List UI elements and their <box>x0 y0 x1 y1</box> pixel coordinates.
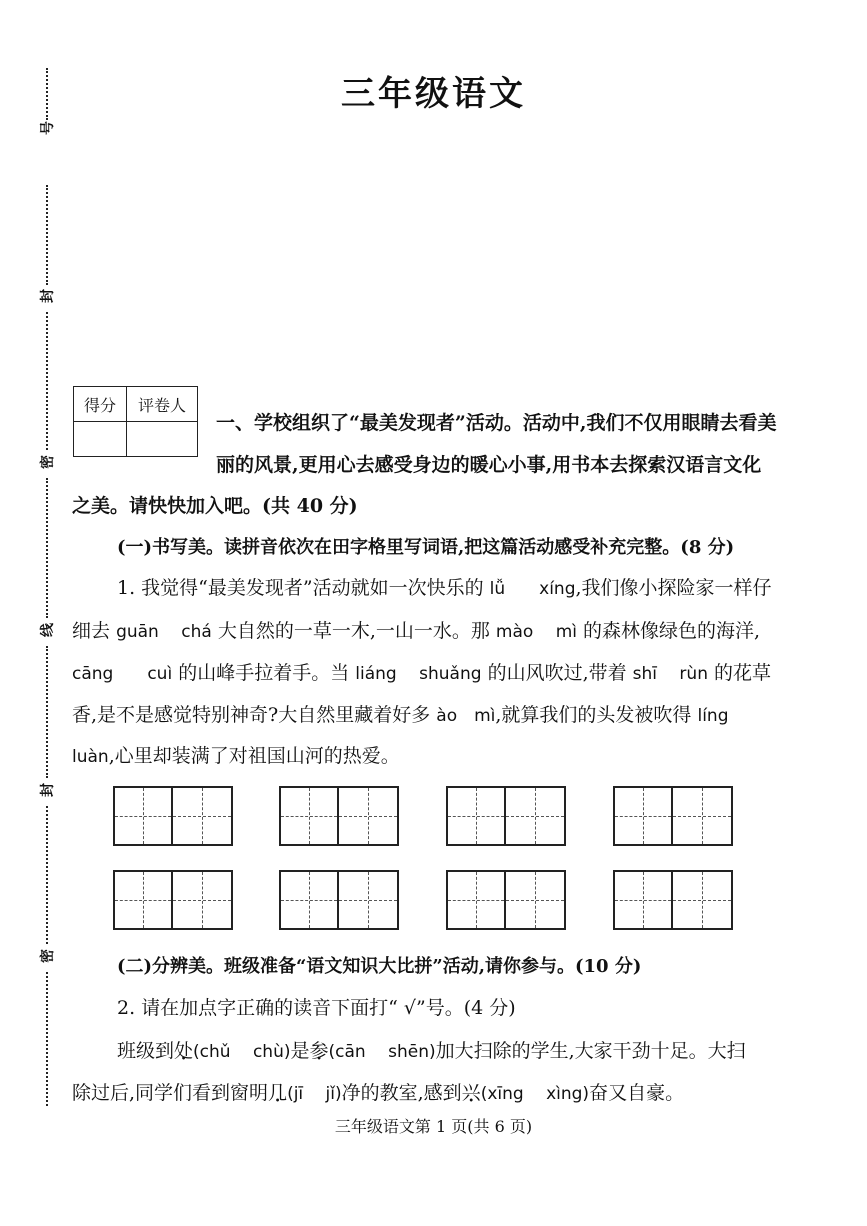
writing-grid-1[interactable] <box>113 786 233 846</box>
binding-char-mi-1: 密 <box>40 455 56 469</box>
grid-cell[interactable] <box>506 870 566 930</box>
q2-line2 <box>72 1079 684 1108</box>
option-xing[interactable]: (xīng xìng) <box>480 1084 590 1104</box>
writing-grid-2[interactable] <box>279 786 399 846</box>
pinyin-ling: líng <box>697 706 729 726</box>
pinyin-maomi: mào mì <box>495 622 577 642</box>
grid-cell[interactable] <box>506 786 566 846</box>
q1-line2 <box>72 617 760 646</box>
option-chu[interactable]: (chǔ chù) <box>193 1042 291 1062</box>
binding-char-xian: 线 <box>40 623 56 637</box>
grid-cell[interactable] <box>446 870 506 930</box>
binding-dotted-line-4 <box>46 478 48 618</box>
dotted-char-ji: 几 <box>268 1082 288 1104</box>
binding-dotted-line-7 <box>46 972 48 1106</box>
writing-grid-3[interactable] <box>446 786 566 846</box>
writing-grid-7[interactable] <box>446 870 566 930</box>
q1-line3 <box>72 659 771 688</box>
writing-grid-5[interactable] <box>113 870 233 930</box>
dotted-char-can: 参 <box>309 1040 329 1062</box>
q1-text-2c: 的森林像绿色的海洋, <box>583 620 761 642</box>
score-input-cell[interactable] <box>74 422 127 457</box>
q1-text-4b: ,就算我们的头发被吹得 <box>495 704 692 726</box>
score-box <box>73 386 198 457</box>
grid-cell[interactable] <box>613 786 673 846</box>
writing-grid-6[interactable] <box>279 870 399 930</box>
pinyin-guancha: guān chá <box>116 622 212 642</box>
binding-dotted-line-6 <box>46 806 48 944</box>
grid-cell[interactable] <box>613 870 673 930</box>
q1-line5 <box>72 742 400 771</box>
q2-text-2: 是 <box>290 1040 310 1062</box>
binding-char-feng-2: 封 <box>40 783 56 797</box>
binding-char-mi-2: 密 <box>40 949 56 963</box>
q1-text-4a: 香,是不是感觉特别神奇?大自然里藏着好多 <box>72 704 431 726</box>
grid-cell[interactable] <box>673 786 733 846</box>
pinyin-luan: luàn <box>72 747 109 767</box>
score-label: 得分 <box>74 387 127 422</box>
q1-text-5a: ,心里却装满了对祖国山河的热爱。 <box>108 745 400 767</box>
grid-cell[interactable] <box>339 786 399 846</box>
dotted-char-chu: 处 <box>174 1040 194 1062</box>
grid-cell[interactable] <box>279 870 339 930</box>
pinyin-cangcui: cāng cuì <box>72 664 173 684</box>
page-footer: 三年级语文第 1 页(共 6 页) <box>334 1117 533 1136</box>
grid-cell[interactable] <box>113 786 173 846</box>
grid-cell[interactable] <box>446 786 506 846</box>
q2-stem: 2. 请在加点字正确的读音下面打“ √”号。(4 分) <box>117 997 516 1019</box>
q1-text-3a: 的山峰手拉着手。当 <box>178 662 350 684</box>
q1-line1 <box>117 574 772 603</box>
q1-text-3b: 的山风吹过,带着 <box>487 662 627 684</box>
writing-grid-4[interactable] <box>613 786 733 846</box>
binding-char-feng-1: 封 <box>40 289 56 303</box>
q2-line1 <box>117 1037 746 1066</box>
section1-line3: 之美。请快快加入吧。(共 40 分) <box>72 495 358 517</box>
q1-text-1b: ,我们像小探险家一样仔 <box>575 577 772 599</box>
option-ji[interactable]: (jī jǐ) <box>287 1084 342 1104</box>
pinyin-lvxing: lǚ xíng <box>489 579 576 599</box>
q2-text-1: 班级到 <box>117 1040 175 1062</box>
pinyin-liangshuang: liáng shuǎng <box>355 664 482 684</box>
binding-dotted-line-5 <box>46 646 48 778</box>
grader-label: 评卷人 <box>127 387 198 422</box>
section1-line2: 丽的风景,更用心去感受身边的暖心小事,用书本去探索汉语言文化 <box>216 454 762 476</box>
q1-text-1a: 1. 我觉得“最美发现者”活动就如一次快乐的 <box>117 577 484 599</box>
pinyin-shirun: shī rùn <box>632 664 708 684</box>
grid-cell[interactable] <box>673 870 733 930</box>
q1-text-3c: 的花草 <box>714 662 772 684</box>
part1-heading: (一)书写美。读拼音依次在田字格里写词语,把这篇活动感受补充完整。(8 分) <box>117 537 735 558</box>
page-title: 三年级语文 <box>341 74 526 114</box>
grid-cell[interactable] <box>173 870 233 930</box>
writing-grid-8[interactable] <box>613 870 733 930</box>
grid-cell[interactable] <box>339 870 399 930</box>
grader-input-cell[interactable] <box>127 422 198 457</box>
q2-text-4: 除过后,同学们看到窗明 <box>72 1082 269 1104</box>
q1-line4 <box>72 701 729 730</box>
dotted-char-xing: 兴 <box>461 1082 481 1104</box>
binding-dotted-line-3 <box>46 312 48 450</box>
q2-text-6: 奋又自豪。 <box>589 1082 685 1104</box>
grid-cell[interactable] <box>173 786 233 846</box>
binding-dotted-line-2 <box>46 185 48 285</box>
binding-char-hao: 号 <box>40 121 56 135</box>
option-can[interactable]: (cān shēn) <box>328 1042 436 1062</box>
part2-heading: (二)分辨美。班级准备“语文知识大比拼”活动,请你参与。(10 分) <box>117 956 642 977</box>
section1-line1: 一、学校组织了“最美发现者”活动。活动中,我们不仅用眼睛去看美 <box>216 412 777 434</box>
grid-cell[interactable] <box>113 870 173 930</box>
pinyin-aomi: ào mì <box>436 706 496 726</box>
grid-cell[interactable] <box>279 786 339 846</box>
q2-text-5: 净的教室,感到 <box>341 1082 462 1104</box>
q1-text-2b: 大自然的一草一木,一山一水。那 <box>217 620 490 642</box>
q1-text-2a: 细去 <box>72 620 111 642</box>
q2-text-3: 加大扫除的学生,大家干劲十足。大扫 <box>435 1040 746 1062</box>
